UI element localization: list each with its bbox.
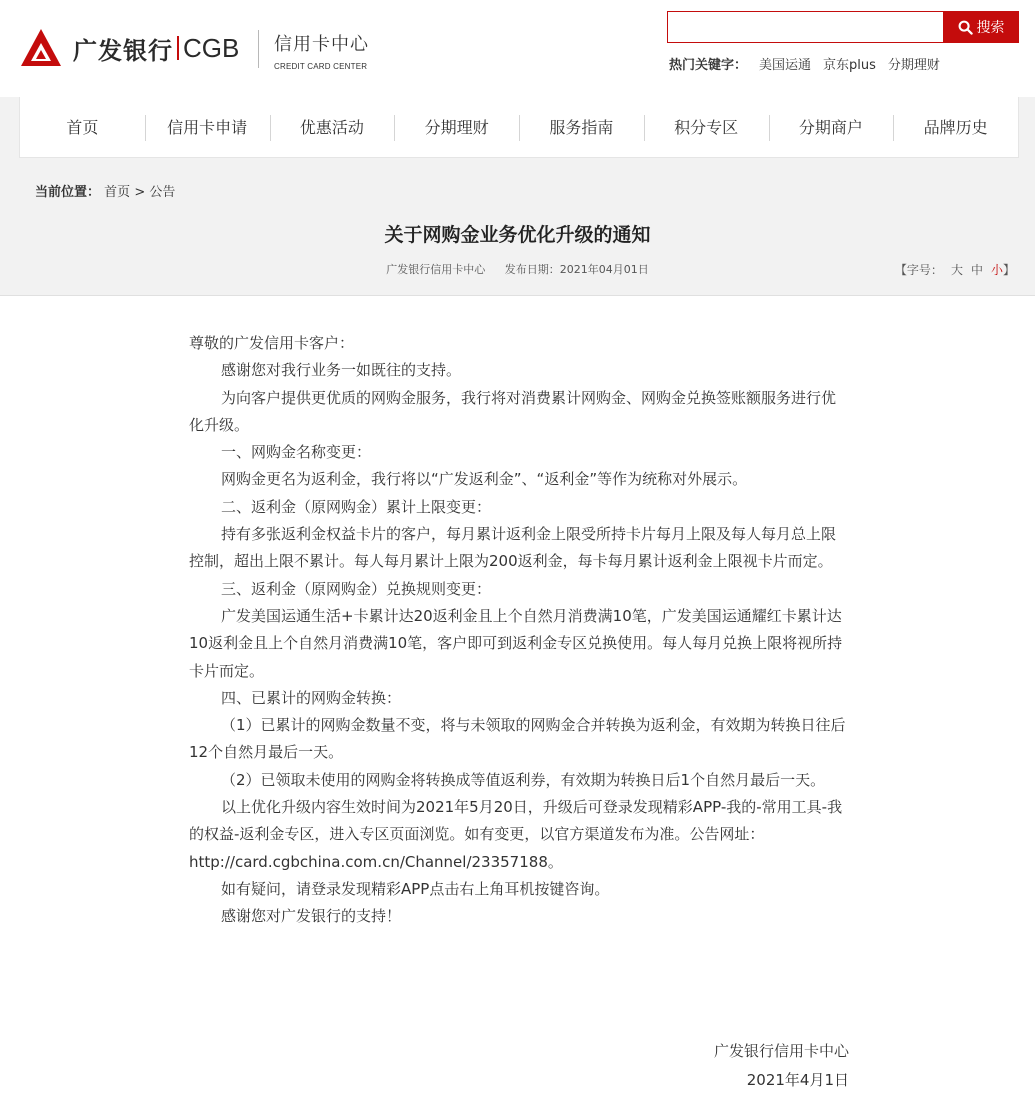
brand-divider bbox=[177, 36, 179, 60]
article-title: 关于网购金业务优化升级的通知 bbox=[384, 224, 651, 246]
brand-name-cn: 广发银行 bbox=[73, 36, 173, 65]
article-paragraph: 为向客户提供更优质的网购金服务，我行将对消费累计网购金、网购金兑换签账额服务进行优化升级。 bbox=[189, 388, 837, 434]
nav-item-service-guide[interactable]: 服务指南 bbox=[519, 97, 644, 158]
article-paragraph: 广发美国运通生活+卡累计达20返利金且上个自然月消费满10笔，广发美国运通耀红卡累计达10返利金且上个自然月消费满10笔，客户即可到返利金专区兑换使用。每人每月兑换上限将视所持卡片而定。 bbox=[189, 606, 843, 680]
hot-keyword-link[interactable]: 京东plus bbox=[823, 58, 876, 73]
article-paragraph: 持有多张返利金权益卡片的客户，每月累计返利金上限受所持卡片每月上限及每人每月总上限控制，超出上限不累计。每人每月累计上限为200返利金，每卡每月累计返利金上限视卡片而定。 bbox=[189, 525, 837, 571]
main-nav bbox=[19, 97, 1019, 158]
cgb-logo[interactable] bbox=[19, 26, 239, 70]
article-section-heading: 二、返利金（原网购金）累计上限变更： bbox=[221, 497, 492, 516]
brand-sub-cn: 信用卡中心 bbox=[274, 34, 369, 55]
breadcrumb-current: 公告 bbox=[149, 185, 176, 200]
search-icon bbox=[958, 20, 973, 35]
cgb-logo-icon bbox=[19, 26, 63, 70]
brand-sub-en: CREDIT CARD CENTER bbox=[274, 62, 368, 71]
search-input[interactable] bbox=[667, 11, 943, 43]
font-size-switcher bbox=[895, 261, 1015, 278]
font-size-small[interactable]: 小 bbox=[990, 263, 1003, 277]
breadcrumb-separator: > bbox=[134, 185, 146, 200]
article-paragraph: 网购金更名为返利金，我行将以“广发返利金”、“返利金”等作为统称对外展示。 bbox=[221, 470, 748, 489]
article-section-heading: 四、已累计的网购金转换： bbox=[221, 688, 402, 707]
article-paragraph: 感谢您对我行业务一如既往的支持。 bbox=[221, 361, 462, 380]
article-paragraph: 感谢您对广发银行的支持！ bbox=[221, 907, 402, 926]
site-header bbox=[0, 0, 1035, 97]
nav-item-points[interactable]: 积分专区 bbox=[644, 97, 769, 158]
breadcrumb bbox=[35, 181, 175, 200]
font-size-medium[interactable]: 中 bbox=[970, 263, 983, 277]
article-date: 发布日期：2021年04月01日 bbox=[504, 263, 649, 276]
article-paragraph: 如有疑问，请登录发现精彩APP点击右上角耳机按键咨询。 bbox=[221, 879, 610, 898]
signature-date: 2021年4月1日 bbox=[746, 1071, 849, 1089]
hot-keyword-link[interactable]: 分期理财 bbox=[887, 58, 940, 73]
search-bar bbox=[667, 11, 1019, 43]
article-paragraph: （1）已累计的网购金数量不变，将与未领取的网购金合并转换为返利金，有效期为转换日往后12个自然月最后一天。 bbox=[189, 716, 846, 762]
article-source: 广发银行信用卡中心 bbox=[386, 263, 486, 276]
nav-item-brand-history[interactable]: 品牌历史 bbox=[893, 97, 1018, 158]
signature-issuer: 广发银行信用卡中心 bbox=[713, 1042, 849, 1060]
font-size-close: 】 bbox=[1002, 263, 1015, 277]
breadcrumb-label: 当前位置： bbox=[35, 185, 101, 200]
article-section-heading: 三、返利金（原网购金）兑换规则变更： bbox=[221, 579, 492, 598]
nav-item-card-apply[interactable]: 信用卡申请 bbox=[145, 97, 270, 158]
article-paragraph: 以上优化升级内容生效时间为2021年5月20日，升级后可登录发现精彩APP-我的-常用工具-我的权益-返利金专区，进入专区页面浏览。如有变更，以官方渠道发布为准。公告网址：http://card.cgbchina.com.cn/Channel/23357188。 bbox=[189, 798, 843, 871]
article-meta bbox=[0, 261, 1035, 277]
search-button[interactable] bbox=[943, 11, 1019, 43]
logo-separator bbox=[258, 30, 259, 68]
hot-keywords-label: 热门关键字： bbox=[669, 58, 748, 73]
nav-item-installment[interactable]: 分期理财 bbox=[394, 97, 519, 158]
search-button-label: 搜索 bbox=[976, 19, 1005, 35]
hot-keywords bbox=[669, 54, 940, 73]
brand-name-en: CGB bbox=[183, 32, 240, 63]
nav-item-home[interactable]: 首页 bbox=[66, 117, 99, 137]
breadcrumb-home-link[interactable]: 首页 bbox=[104, 185, 131, 200]
nav-item-promotions[interactable]: 优惠活动 bbox=[270, 97, 395, 158]
article-body bbox=[189, 330, 847, 931]
credit-card-center-label bbox=[274, 30, 369, 71]
font-size-label: 【字号： bbox=[894, 263, 943, 277]
font-size-large[interactable]: 大 bbox=[950, 263, 963, 277]
hot-keyword-link[interactable]: 美国运通 bbox=[759, 58, 812, 73]
article-signature bbox=[714, 1037, 849, 1095]
article-section-heading: 一、网购金名称变更： bbox=[221, 443, 372, 462]
article-paragraph: （2）已领取未使用的网购金将转换成等值返利券，有效期为转换日后1个自然月最后一天。 bbox=[221, 770, 826, 789]
nav-item-merchants[interactable]: 分期商户 bbox=[769, 97, 894, 158]
article-greeting: 尊敬的广发信用卡客户： bbox=[189, 334, 355, 352]
